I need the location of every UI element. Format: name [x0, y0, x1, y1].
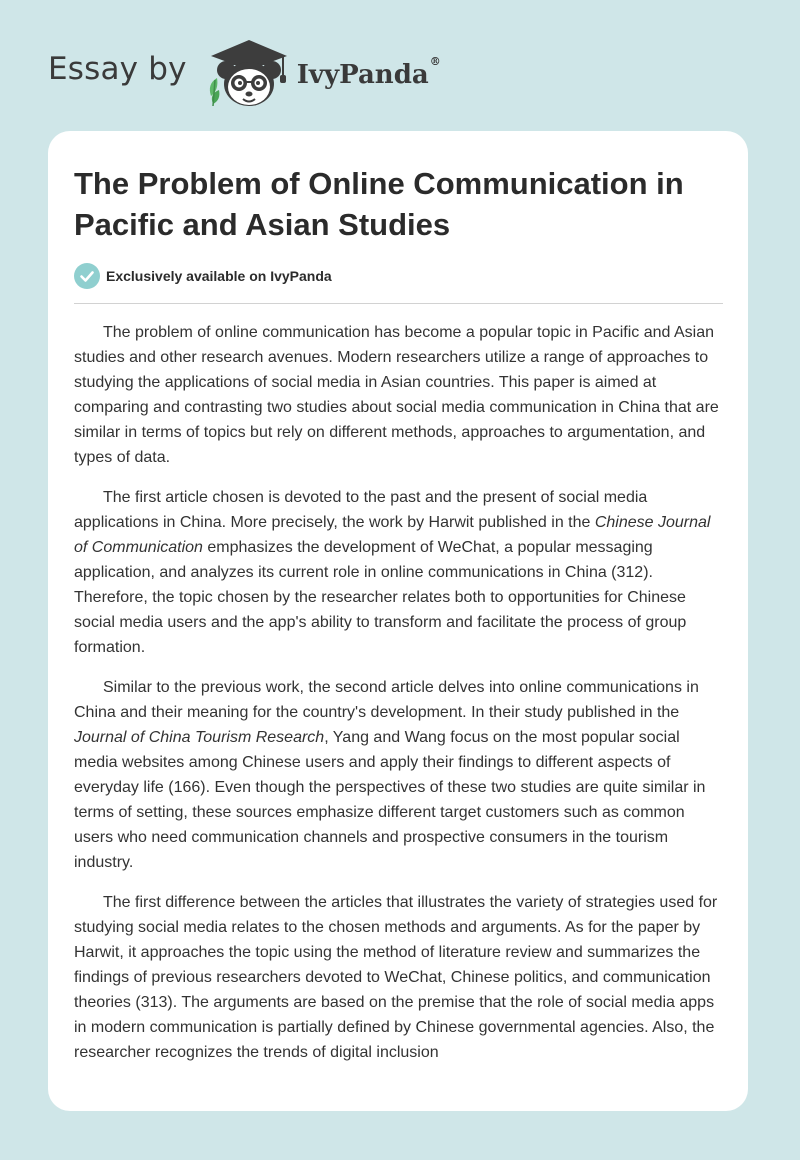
exclusive-badge: [74, 263, 332, 289]
paragraph-3-text-cont: , Yang and Wang focus on the most popular social media websites among Chinese users and apply their findings to different aspects of everyday life (166). Even though the perspectives of these two studies are quite similar in terms of setting, these sources emphasize different target customers such as common users who need communication channels and prospective consumers in the tourism industry.: [74, 729, 706, 871]
divider: [74, 303, 723, 304]
article-body: [74, 320, 724, 1080]
badge-text: Exclusively available on IvyPanda: [106, 268, 332, 284]
paragraph-2: [74, 485, 724, 660]
brand-name-text: IvyPanda: [296, 60, 429, 90]
brand-name: [296, 55, 441, 90]
paragraph-1: The problem of online communication has become a popular topic in Pacific and Asian studies and other research avenues. Modern researchers utilize a range of approaches to studying the applications of social media in Asian countries. This paper is aimed at comparing and contrasting two studies about social media communication in China that are similar in terms of topics but rely on different methods, approaches to argumentation, and types of data.: [74, 324, 719, 466]
paragraph-2-text-cont: emphasizes the development of WeChat, a popular messaging application, and analyzes its current role in online communications in China (312). Therefore, the topic chosen by the researcher relates both to opportunities for Chinese social media users and the app's ability to transform and facilitate the process of group formation.: [74, 539, 687, 656]
brand-prefix: Essay by: [48, 51, 187, 87]
brand-header[interactable]: [48, 36, 441, 108]
journal-title: Chinese Journal of Communication: [74, 514, 711, 556]
check-circle-icon: [74, 263, 100, 289]
article-card: [48, 131, 748, 1111]
paragraph-2-text: The first article chosen is devoted to the past and the present of social media applications in China. More precisely, the work by Harwit published in the: [74, 489, 648, 531]
page-title: The Problem of Online Communication in Pacific and Asian Studies: [74, 166, 684, 242]
panda-graduate-icon: [203, 36, 295, 108]
registered-mark: ®: [429, 55, 441, 69]
paragraph-3: [74, 675, 724, 875]
paragraph-3-text: Similar to the previous work, the second article delves into online communications in China and their meaning for the country's development. In their study published in the: [74, 679, 699, 721]
paragraph-4: The first difference between the articles that illustrates the variety of strategies used for studying social media relates to the chosen methods and arguments. As for the paper by Harwit, it approaches the topic using the method of literature review and summarizes the findings of previous researchers devoted to WeChat, Chinese politics, and communication theories (313). The arguments are based on the premise that the role of social media apps in modern communication is partially defined by Chinese governmental agencies. Also, the researcher recognizes the trends of digital inclusion: [74, 894, 718, 1061]
journal-title: Journal of China Tourism Research: [74, 729, 325, 746]
